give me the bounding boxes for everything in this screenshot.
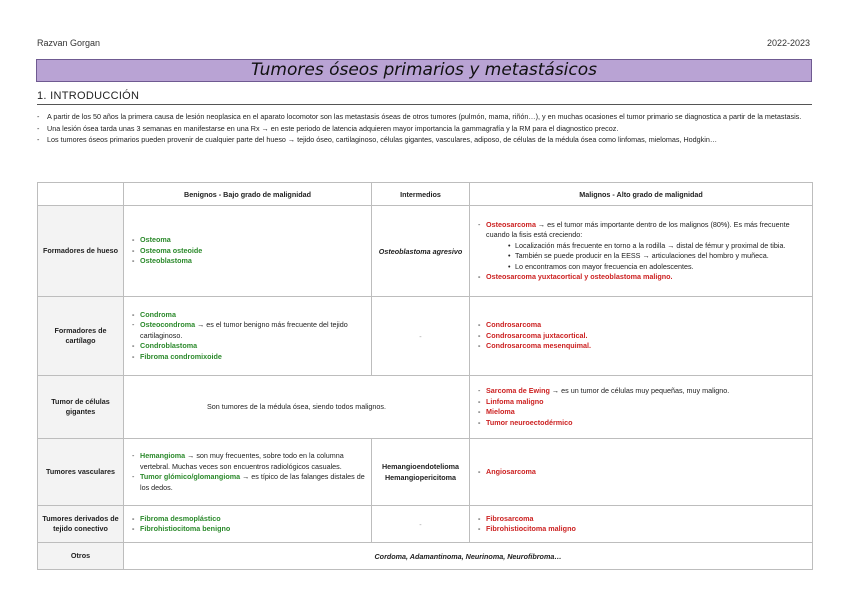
table-row-cartilage (38, 297, 813, 376)
intro-item: - Los tumores óseos primarios pueden provenir de cualquier parte del hueso → tejido óseo, cartilaginoso, células gigantes, vasculares, adiposo, de células de la médula ósea como linfomas, mielomas, Hodgkin… (37, 134, 812, 146)
row-label: Tumores vasculares (38, 439, 124, 506)
intermediate-cell: - (372, 297, 470, 376)
sub-item: • Localización más frecuente en torno a la rodilla → distal de fémur y proximal de tibia. (508, 241, 806, 252)
list-item: - Condrosarcoma (476, 320, 806, 331)
sub-list (486, 241, 806, 273)
term-hemangioma: Hemangioma (140, 451, 186, 460)
table-row-bone (38, 206, 813, 297)
list-item: - Linfoma maligno (476, 397, 806, 408)
list-item: - Fibrohistiocitoma benigno (130, 524, 365, 535)
header-intermediate: Intermedios (372, 183, 470, 206)
intro-item: - A partir de los 50 años la primera causa de lesión neoplasica en el aparato locomotor son las metastasis óseas de otros tumores (pulmón, mama, riñón…), y en muchas ocasiones el tumor primario se diagnostica a partir de la metastasis. (37, 111, 812, 123)
benign-cell (124, 506, 372, 543)
term-osteosarcoma: Osteosarcoma (486, 219, 536, 229)
year: 2022-2023 (766, 38, 810, 48)
merged-cell: Cordoma, Adamantinoma, Neurinoma, Neurofibroma… (124, 543, 813, 570)
list-item: - Osteoma (130, 235, 365, 246)
list-item (130, 472, 365, 493)
list-item: - Fibroma desmoplástico (130, 514, 365, 525)
header-malignant: Malignos - Alto grado de malignidad (470, 183, 813, 206)
row-label: Tumores derivados de tejido conectivo (38, 506, 124, 543)
table-row-others (38, 543, 813, 570)
malignant-cell (470, 506, 813, 543)
term-osteocondroma: Osteocondroma (140, 320, 196, 330)
term-desc: → es el tumor más importante dentro de los malignos (80%). Es más frecuente cuando la fisis está creciendo: (486, 219, 790, 239)
list-item: - Osteoma osteoide (130, 246, 365, 257)
list-item: - Osteosarcoma yuxtacortical y osteoblastoma maligno. (476, 272, 806, 283)
intro-list (37, 111, 812, 146)
intro-item: - Una lesión ósea tarda unas 3 semanas en manifestarse en una Rx → en este periodo de latencia adquieren mayor importancia la gammagrafía y la RM para el diagnostico precoz. (37, 123, 812, 135)
list-item (476, 220, 806, 273)
intermediate-cell: Osteoblastoma agresivo (372, 206, 470, 297)
list-item: - Mieloma (476, 407, 806, 418)
row-label: Otros (38, 543, 124, 570)
sub-item: • Lo encontramos con mayor frecuencia en adolescentes. (508, 262, 806, 273)
list-item (476, 386, 806, 397)
intermediate-cell: - (372, 506, 470, 543)
list-item: - Condrosarcoma juxtacortical. (476, 331, 806, 342)
table-header-row (38, 183, 813, 206)
sub-item: • También se puede producir en la EESS → articulaciones del hombro y muñeca. (508, 251, 806, 262)
title-bar (36, 59, 812, 82)
page-title: Tumores óseos primarios y metastásicos (250, 60, 598, 80)
malignant-cell (470, 376, 813, 439)
merged-cell: Son tumores de la médula ósea, siendo todos malignos. (124, 376, 470, 439)
benign-cell (124, 297, 372, 376)
intermediate-cell (372, 439, 470, 506)
benign-cell (124, 206, 372, 297)
list-item: - Fibrohistiocitoma maligno (476, 524, 806, 535)
row-label: Formadores de cartílago (38, 297, 124, 376)
row-label: Formadores de hueso (38, 206, 124, 297)
term-desc: → son muy frecuentes, sobre todo en la columna vertebral. Muchas veces son encuentros radiológicos casuales. (140, 451, 344, 471)
list-item: - Tumor neuroectodérmico (476, 418, 806, 429)
term-desc: → es un tumor de células muy pequeñas, muy maligno. (549, 386, 730, 395)
benign-cell (124, 439, 372, 506)
list-item: - Osteoblastoma (130, 256, 365, 267)
intermediate-item: Hemangiopericitoma (384, 473, 457, 482)
intermediate-item: Hemangioendotelioma (381, 462, 460, 471)
list-item (130, 320, 365, 341)
tumor-table (37, 182, 813, 570)
table-row-vascular (38, 439, 813, 506)
term-glomico: Tumor glómico/glomangioma (140, 472, 241, 481)
row-label: Tumor de células gigantes (38, 376, 124, 439)
list-item: - Fibroma condromixoide (130, 352, 365, 363)
list-item: - Fibrosarcoma (476, 514, 806, 525)
table-row-connective (38, 506, 813, 543)
list-item (130, 451, 365, 472)
list-item: - Condrosarcoma mesenquimal. (476, 341, 806, 352)
term-desc: → es típico de las falanges distales de los dedos. (140, 472, 365, 492)
header-empty (38, 183, 124, 206)
malignant-cell (470, 206, 813, 297)
list-item: - Condroma (130, 310, 365, 321)
list-item: - Condroblastoma (130, 341, 365, 352)
malignant-cell (470, 439, 813, 506)
term-ewing: Sarcoma de Ewing (486, 386, 550, 395)
section-heading: 1. INTRODUCCIÓN (37, 90, 812, 105)
author: Razvan Gorgan (37, 38, 101, 48)
header-benign: Benignos - Bajo grado de malignidad (124, 183, 372, 206)
table-row-giant-cell (38, 376, 813, 439)
list-item: - Angiosarcoma (476, 467, 806, 478)
term-desc: → es el tumor benigno más frecuente del tejido cartilaginoso. (140, 320, 348, 340)
malignant-cell (470, 297, 813, 376)
